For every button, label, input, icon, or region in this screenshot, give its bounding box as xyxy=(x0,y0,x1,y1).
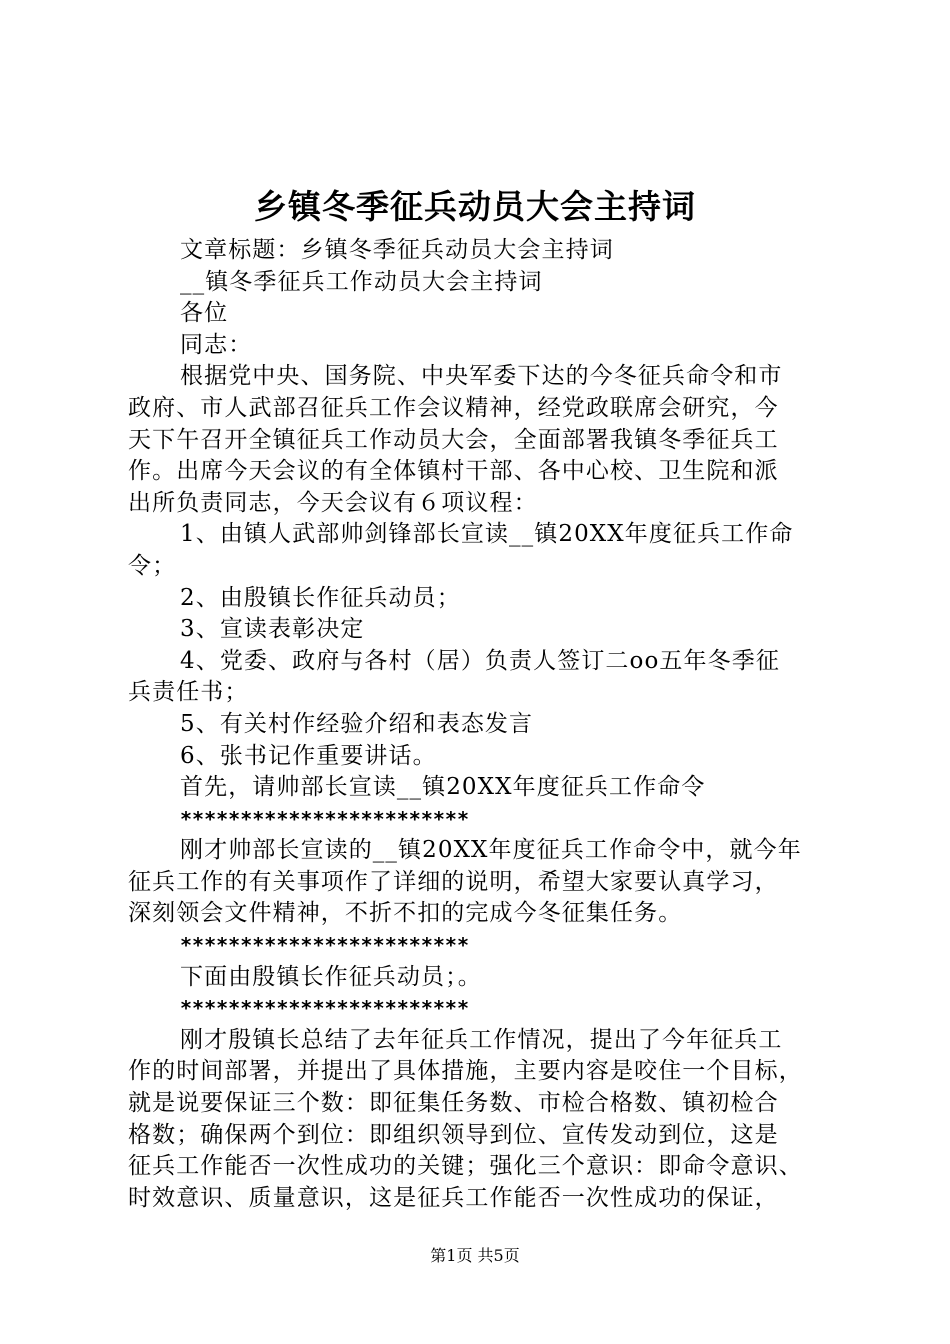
body-line: 根据党中央、国务院、中央军委下达的今冬征兵命令和市 xyxy=(180,363,783,390)
body-line: 刚才帅部长宣读的__镇20XX年度征兵工作命令中，就今年 xyxy=(180,837,802,864)
body-line: 作的时间部署，并提出了具体措施，主要内容是咬住一个目标， xyxy=(128,1058,803,1085)
document-body xyxy=(128,235,833,1214)
body-line: 各位 xyxy=(180,300,229,327)
body-line: __镇冬季征兵工作动员大会主持词 xyxy=(180,268,543,295)
body-line: 4、党委、政府与各村（居）负责人签订二oo五年冬季征 xyxy=(180,647,780,674)
body-line: 刚才殷镇长总结了去年征兵工作情况，提出了今年征兵工 xyxy=(180,1026,783,1053)
body-line: 征兵工作能否一次性成功的关键；强化三个意识：即命令意识、 xyxy=(128,1153,803,1180)
document-title: 乡镇冬季征兵动员大会主持词 xyxy=(254,187,696,226)
body-line: 格数；确保两个到位：即组织领导到位、宣传发动到位，这是 xyxy=(128,1121,779,1148)
body-line: 就是说要保证三个数：即征集任务数、市检合格数、镇初检合 xyxy=(128,1090,779,1117)
body-line: 同志： xyxy=(180,331,253,358)
body-line: 下面由殷镇长作征兵动员；。 xyxy=(180,963,482,990)
separator-line: ************************ xyxy=(180,933,469,958)
separator-line: ************************ xyxy=(180,996,469,1021)
body-line: 出所负责同志，今天会议有６项议程： xyxy=(128,489,538,516)
body-line: 时效意识、质量意识，这是征兵工作能否一次性成功的保证， xyxy=(128,1184,779,1211)
body-line: 2、由殷镇长作征兵动员； xyxy=(180,584,461,611)
page-footer: 第1页 共5页 xyxy=(430,1246,520,1265)
body-line: 征兵工作的有关事项作了详细的说明，希望大家要认真学习， xyxy=(128,868,779,895)
body-line: 天下午召开全镇征兵工作动员大会，全面部署我镇冬季征兵工 xyxy=(128,426,779,453)
separator-line: ************************ xyxy=(180,806,469,831)
body-line: 深刻领会文件精神，不折不扣的完成今冬征集任务。 xyxy=(128,900,683,927)
body-line: 6、张书记作重要讲话。 xyxy=(180,742,437,769)
body-line: 作。出席今天会议的有全体镇村干部、各中心校、卫生院和派 xyxy=(128,458,779,485)
body-line: 1、由镇人武部帅剑锋部长宣读__镇20XX年度征兵工作命 xyxy=(180,521,794,548)
body-line: 首先，请帅部长宣读__镇20XX年度征兵工作命令 xyxy=(180,774,706,801)
body-line: 兵责任书； xyxy=(128,679,249,706)
body-line: 政府、市人武部召征兵工作会议精神，经党政联席会研究，今 xyxy=(128,394,779,421)
body-line: 文章标题：乡镇冬季征兵动员大会主持词 xyxy=(180,237,614,263)
body-line: 3、宣读表彰决定 xyxy=(180,616,365,643)
body-line: 令； xyxy=(128,552,177,579)
body-line: 5、有关村作经验介绍和表态发言 xyxy=(180,710,534,737)
